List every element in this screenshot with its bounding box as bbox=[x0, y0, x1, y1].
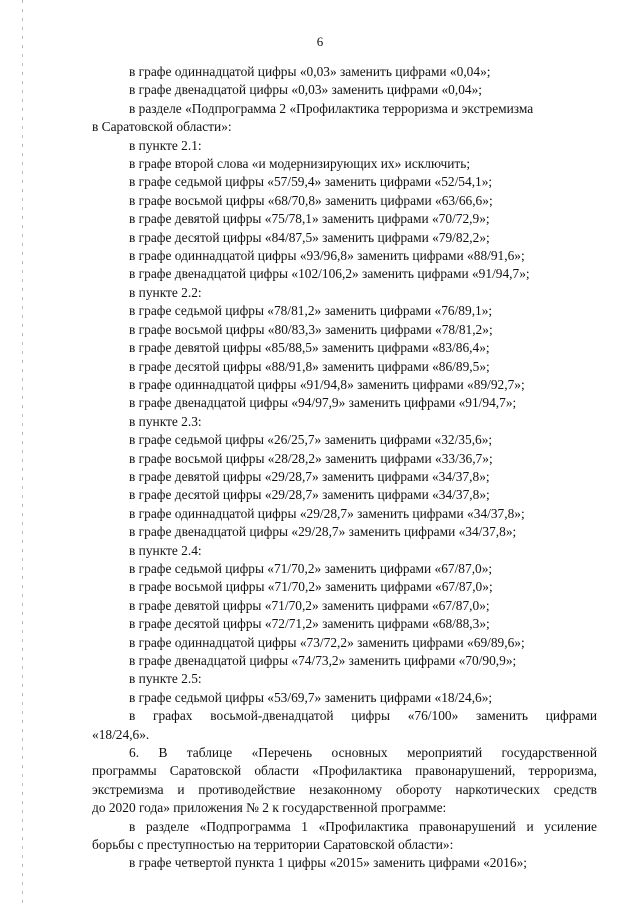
text-line: в графе одиннадцатой цифры «91/94,8» заменить цифрами «89/92,7»; bbox=[129, 376, 525, 392]
page-number: 6 bbox=[316, 34, 324, 49]
text-line: экстремизма и противодействие незаконному обороту наркотических средств bbox=[92, 781, 597, 797]
text-line: в графе восьмой цифры «28/28,2» заменить цифрами «33/36,7»; bbox=[129, 450, 493, 466]
text-line: в графе одиннадцатой цифры «93/96,8» заменить цифрами «88/91,6»; bbox=[129, 248, 525, 264]
text-line: в графе восьмой цифры «68/70,8» заменить цифрами «63/66,6»; bbox=[129, 192, 493, 208]
text-line: в графе восьмой цифры «80/83,3» заменить цифрами «78/81,2»; bbox=[129, 321, 493, 337]
text-line: в графе седьмой цифры «57/59,4» заменить цифрами «52/54,1»; bbox=[129, 174, 493, 190]
text-line: в пункте 2.1: bbox=[129, 137, 202, 153]
text-line: в графе седьмой цифры «71/70,2» заменить цифрами «67/87,0»; bbox=[129, 560, 493, 576]
text-line: борьбы с преступностью на территории Саратовской области»: bbox=[92, 837, 454, 853]
text-line: в Саратовской области»: bbox=[92, 119, 232, 135]
text-line: в графе седьмой цифры «26/25,7» заменить цифрами «32/35,6»; bbox=[129, 432, 493, 448]
text-line: в графе десятой цифры «84/87,5» заменить цифрами «79/82,2»; bbox=[129, 229, 490, 245]
text-line: в графе двенадцатой цифры «94/97,9» заменить цифрами «91/94,7»; bbox=[129, 395, 517, 411]
text-line: в графе одиннадцатой цифры «0,03» заменить цифрами «0,04»; bbox=[129, 64, 491, 79]
text-line: в пункте 2.2: bbox=[129, 284, 202, 300]
text-line: программы Саратовской области «Профилактика правонарушений, терроризма, bbox=[92, 763, 597, 779]
text-line: в графе двенадцатой цифры «0,03» заменить цифрами «0,04»; bbox=[129, 82, 483, 98]
text-line: в графе четвертой пункта 1 цифры «2015» заменить цифрами «2016»; bbox=[129, 855, 527, 871]
text-line: до 2020 года» приложения № 2 к государственной программе: bbox=[92, 800, 447, 816]
text-line: в графе седьмой цифры «53/69,7» заменить цифрами «18/24,6»; bbox=[129, 689, 493, 705]
text-line: «18/24,6». bbox=[92, 726, 150, 742]
text-line: 6. В таблице «Перечень основных мероприятий государственной bbox=[129, 745, 597, 761]
text-line: в графе девятой цифры «75/78,1» заменить цифрами «70/72,9»; bbox=[129, 211, 490, 227]
text-line: в пункте 2.4: bbox=[129, 542, 202, 558]
scan-edge-artifact bbox=[22, 0, 23, 905]
text-line: в графе седьмой цифры «78/81,2» заменить цифрами «76/89,1»; bbox=[129, 303, 493, 319]
text-line: в графе девятой цифры «85/88,5» заменить цифрами «83/86,4»; bbox=[129, 340, 490, 356]
document-body bbox=[92, 63, 597, 873]
text-line: в графе двенадцатой цифры «74/73,2» заменить цифрами «70/90,9»; bbox=[129, 653, 517, 668]
text-line: в разделе «Подпрограмма 2 «Профилактика терроризма и экстремизма bbox=[129, 100, 534, 116]
text-line: в пункте 2.5: bbox=[129, 671, 202, 687]
text-line: в разделе «Подпрограмма 1 «Профилактика правонарушений и усиление bbox=[129, 818, 597, 834]
text-line: в графе одиннадцатой цифры «29/28,7» заменить цифрами «34/37,8»; bbox=[129, 505, 525, 521]
text-line: в графе двенадцатой цифры «102/106,2» заменить цифрами «91/94,7»; bbox=[129, 266, 530, 282]
text-line: в графе девятой цифры «71/70,2» заменить цифрами «67/87,0»; bbox=[129, 597, 490, 613]
text-line: в графе второй слова «и модернизирующих их» исключить; bbox=[129, 156, 471, 172]
text-line: в пункте 2.3: bbox=[129, 413, 202, 429]
text-line: в графе одиннадцатой цифры «73/72,2» заменить цифрами «69/89,6»; bbox=[129, 634, 525, 650]
text-line: в графе десятой цифры «88/91,8» заменить цифрами «86/89,5»; bbox=[129, 358, 490, 374]
text-line: в графах восьмой-двенадцатой цифры «76/100» заменить цифрами bbox=[129, 708, 597, 724]
text-line: в графе двенадцатой цифры «29/28,7» заменить цифрами «34/37,8»; bbox=[129, 524, 517, 540]
text-line: в графе десятой цифры «29/28,7» заменить цифрами «34/37,8»; bbox=[129, 487, 490, 503]
text-line: в графе десятой цифры «72/71,2» заменить цифрами «68/88,3»; bbox=[129, 616, 490, 632]
text-line: в графе восьмой цифры «71/70,2» заменить цифрами «67/87,0»; bbox=[129, 579, 493, 595]
text-line: в графе девятой цифры «29/28,7» заменить цифрами «34/37,8»; bbox=[129, 468, 490, 484]
